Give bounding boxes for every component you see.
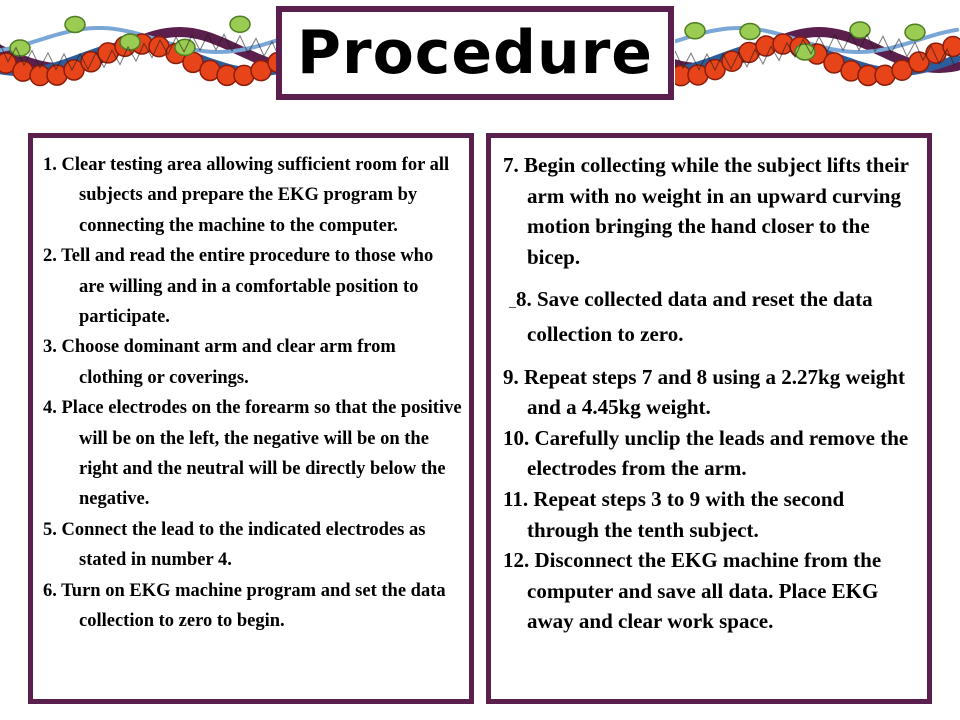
step-8-text: 8. Save collected data and reset the data collection to zero. (516, 287, 873, 346)
steps-panel-right (486, 133, 932, 704)
step-12: 12. Disconnect the EKG machine from the computer and save all data. Place EKG away and clear work space. (503, 548, 882, 634)
green-bead (120, 34, 140, 50)
red-bead (943, 36, 960, 56)
dash-mark: _ (509, 295, 516, 311)
step-11: 11. Repeat steps 3 to 9 with the second through the tenth subject. (503, 486, 845, 542)
green-bead (230, 16, 250, 32)
green-bead (175, 39, 195, 55)
step-9: 9. Repeat steps 7 and 8 using a 2.27kg weight and a 4.45kg weight. (503, 364, 905, 420)
protein-strand-illustration (0, 0, 300, 115)
step-1: 1. Clear testing area allowing sufficient room for all subjects and prepare the EKG program by connecting the machine to the computer. (43, 155, 450, 236)
page-title: Procedure (297, 18, 653, 88)
step-4: 4. Place electrodes on the forearm so that the positive will be on the left, the negative will be on the right and the neutral will be directly below the negative. (43, 398, 462, 510)
title-box (276, 6, 674, 100)
step-7: 7. Begin collecting while the subject lifts their arm with no weight in an upward curving motion bringing the hand closer to the bicep. (503, 153, 909, 269)
step-8 (503, 284, 921, 349)
protein-strand-illustration (675, 0, 960, 115)
step-3: 3. Choose dominant arm and clear arm from clothing or coverings. (43, 337, 396, 388)
step-2: 2. Tell and read the entire procedure to those who are willing and in a comfortable position to participate. (43, 246, 434, 328)
green-bead (65, 16, 85, 32)
protein-banner-left (0, 0, 300, 115)
protein-banner-right (675, 0, 960, 115)
steps-panel-left (28, 133, 474, 704)
green-bead (685, 23, 705, 39)
green-bead (740, 24, 760, 40)
step-5: 5. Connect the lead to the indicated electrodes as stated in number 4. (43, 519, 426, 571)
green-bead (905, 24, 925, 40)
step-10: 10. Carefully unclip the leads and remove the electrodes from the arm. (503, 425, 909, 481)
step-6: 6. Turn on EKG machine program and set the data collection to zero to begin. (43, 580, 446, 632)
